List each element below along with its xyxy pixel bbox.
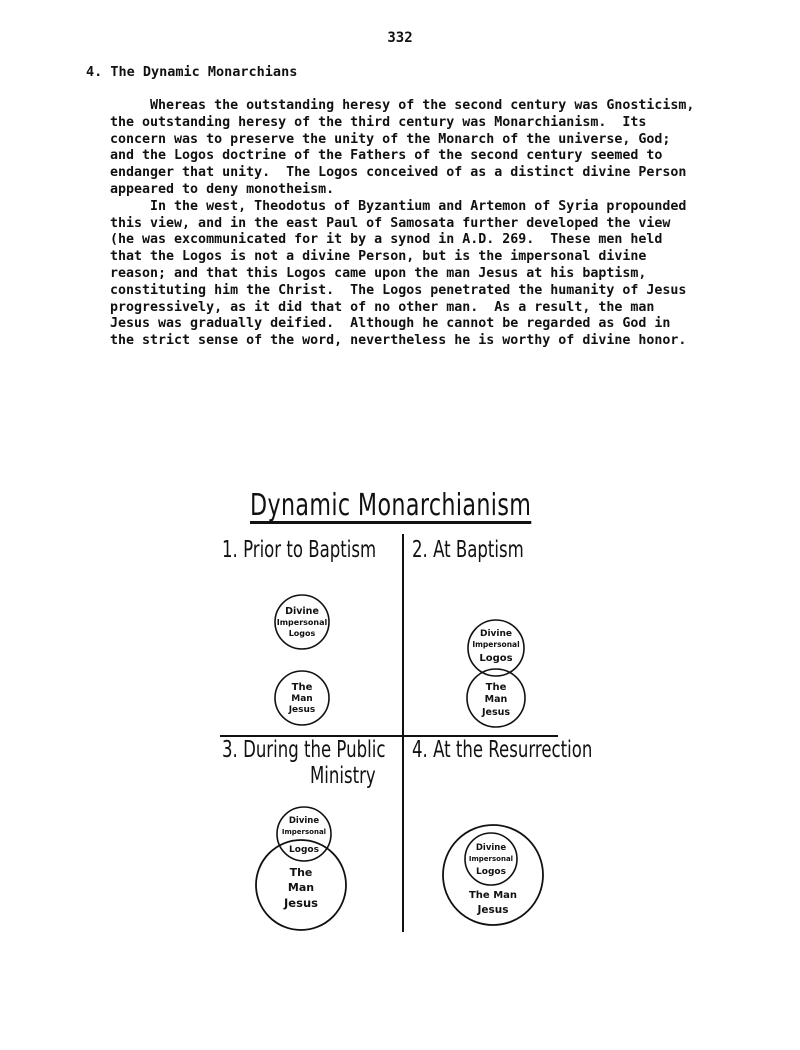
quadrant-2-label: 2. At Baptism: [412, 537, 524, 563]
q4-logos-text-1: Divine: [475, 843, 507, 853]
q3-jesus-text-1: The: [289, 866, 313, 879]
q4-logos-text-2: Impersonal: [468, 855, 514, 863]
paragraph-line: concern was to preserve the unity of the Monarch of the universe, God;: [110, 131, 671, 147]
diagram-title: Dynamic Monarchianism: [250, 488, 532, 523]
q2-jesus-text-1: The: [485, 682, 507, 693]
paragraph-line: the strict sense of the word, nevertheless he is worthy of divine honor.: [110, 333, 687, 349]
q3-jesus-text-3: Jesus: [284, 896, 318, 910]
paragraph-line: and the Logos doctrine of the Fathers of the second century seemed to: [110, 148, 663, 164]
q2-logos-circle: [468, 620, 524, 676]
q2-jesus-circle: [467, 669, 525, 727]
q1-jesus-text-3: Jesus: [288, 705, 316, 715]
q1-jesus-text-1: The: [291, 682, 313, 693]
quadrant-3-label-line2: Ministry: [310, 763, 376, 789]
quadrant-4-label: 4. At the Resurrection: [412, 737, 593, 763]
q3-logos-text-2: Impersonal: [281, 828, 327, 836]
section-heading: 4. The Dynamic Monarchians: [86, 64, 298, 80]
paragraph-line: In the west, Theodotus of Byzantium and Artemon of Syria propounded: [110, 198, 687, 214]
body-paragraphs: [110, 98, 750, 350]
q1-logos-text-2: Impersonal: [276, 618, 328, 627]
paragraph-line: Whereas the outstanding heresy of the second century was Gnosticism,: [110, 98, 695, 113]
paragraph-line: Jesus was gradually deified. Although he cannot be regarded as God in: [110, 316, 671, 332]
paragraph-line: the outstanding heresy of the third century was Monarchianism. Its: [110, 114, 647, 130]
paragraph-line: (he was excommunicated for it by a synod in A.D. 269. These men held: [110, 232, 663, 248]
q4-jesus-text-2: Jesus: [477, 904, 509, 916]
q2-logos-text-3: Logos: [479, 653, 513, 664]
q1-logos-text-3: Logos: [288, 629, 316, 638]
quadrant-3-label: 3. During the Public: [222, 737, 386, 763]
paragraph-line: endanger that unity. The Logos conceived of as a distinct divine Person: [110, 165, 687, 181]
paragraph-line: progressively, as it did that of no other man. As a result, the man: [110, 299, 655, 315]
q4-jesus-text-1: The Man: [468, 890, 518, 901]
q3-logos-text-3: Logos: [289, 845, 319, 855]
monarchianism-diagram: [0, 470, 800, 950]
q4-logos-text-3: Logos: [476, 867, 506, 877]
q3-jesus-text-2: Man: [287, 881, 315, 894]
q2-jesus-text-2: Man: [484, 694, 508, 705]
q1-logos-text-1: Divine: [285, 606, 319, 617]
q1-jesus-text-2: Man: [291, 694, 313, 704]
q4-logos-circle: [465, 833, 517, 885]
q2-logos-text-2: Impersonal: [472, 640, 520, 649]
q2-jesus-text-3: Jesus: [481, 707, 511, 718]
q2-logos-text-1: Divine: [479, 629, 513, 639]
q1-logos-circle: [275, 595, 329, 649]
page-number: 332: [387, 30, 413, 46]
paragraph-line: appeared to deny monotheism.: [110, 181, 335, 197]
quadrant-1-label: 1. Prior to Baptism: [222, 537, 377, 563]
q3-logos-text-1: Divine: [288, 816, 320, 826]
circles-layer: [0, 470, 800, 950]
q1-jesus-circle: [275, 671, 329, 725]
q3-logos-circle: [277, 807, 331, 861]
paragraph-line: this view, and in the east Paul of Samosata further developed the view: [110, 215, 671, 231]
paragraph-line: constituting him the Christ. The Logos penetrated the humanity of Jesus: [110, 282, 687, 298]
paragraph-line: reason; and that this Logos came upon the man Jesus at his baptism,: [110, 265, 647, 281]
paragraph-line: that the Logos is not a divine Person, but is the impersonal divine: [110, 249, 647, 265]
